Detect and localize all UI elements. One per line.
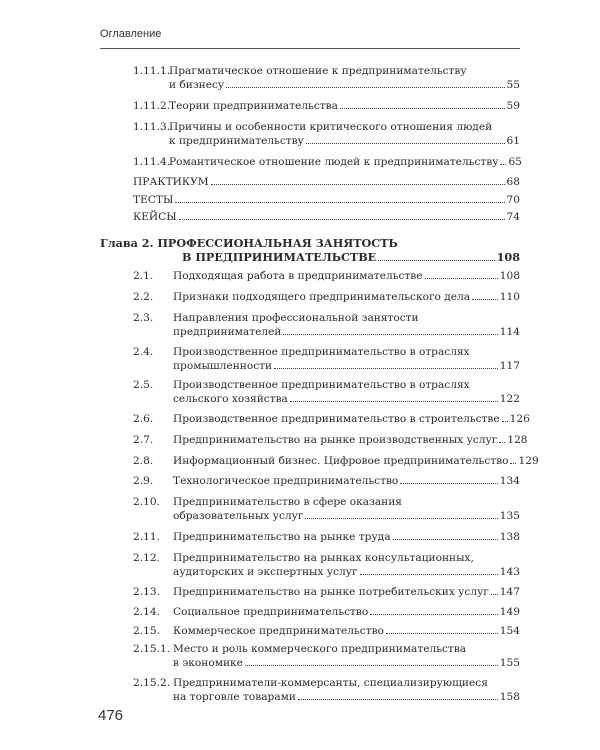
toc-entry[interactable] bbox=[133, 530, 520, 544]
toc-page-number: 154 bbox=[499, 625, 520, 637]
toc-entry-title: Причины и особенности критического отношения людей bbox=[169, 121, 493, 133]
toc-entry-number: 2.10. bbox=[133, 496, 160, 508]
toc-page-number: 138 bbox=[499, 531, 520, 543]
toc-entry[interactable] bbox=[133, 676, 520, 704]
toc-page-number: 143 bbox=[499, 566, 520, 578]
dot-leader bbox=[499, 442, 505, 443]
toc-entry-title: Социальное предпринимательство bbox=[173, 606, 369, 618]
toc-entry[interactable] bbox=[133, 99, 520, 113]
toc-entry-title-cont: на торговле товарами bbox=[173, 691, 296, 703]
toc-page-number: 135 bbox=[499, 510, 520, 522]
toc-entry[interactable] bbox=[133, 345, 520, 373]
dot-leader bbox=[175, 202, 504, 203]
dot-leader bbox=[290, 401, 498, 402]
toc-entry[interactable] bbox=[133, 454, 539, 468]
toc-page-number: 59 bbox=[506, 100, 520, 112]
dot-leader bbox=[274, 368, 498, 369]
toc-page-number: 108 bbox=[499, 270, 520, 282]
toc-page-number: 114 bbox=[499, 326, 520, 338]
toc-entry[interactable] bbox=[133, 551, 520, 579]
dot-leader bbox=[378, 260, 494, 261]
toc-entry-number: 1.11.1. bbox=[133, 65, 171, 77]
dot-leader bbox=[370, 614, 498, 615]
toc-entry-title: Предпринимательство на рынке потребительских услуг bbox=[173, 586, 489, 598]
toc-entry-number: 2.15. bbox=[133, 625, 160, 637]
toc-entry-number: 2.7. bbox=[133, 434, 154, 446]
toc-entry-number: 2.5. bbox=[133, 379, 154, 391]
toc-entry-title: Направления профессиональной занятости bbox=[173, 312, 419, 324]
dot-leader bbox=[283, 334, 497, 335]
toc-page-number: 55 bbox=[506, 79, 520, 91]
toc-page-number: 134 bbox=[499, 475, 520, 487]
toc-page-number: 147 bbox=[499, 586, 520, 598]
dot-leader bbox=[211, 184, 505, 185]
dot-leader bbox=[245, 665, 498, 666]
toc-entry[interactable] bbox=[133, 642, 520, 670]
toc-entry-title: Технологическое предпринимательство bbox=[173, 475, 399, 487]
toc-page-number: 108 bbox=[496, 250, 520, 264]
toc-entry[interactable] bbox=[133, 311, 520, 339]
toc-entry-number: 2.15.1. bbox=[133, 643, 171, 655]
toc-entry-number: 2.3. bbox=[133, 312, 154, 324]
toc-entry-title: Теории предпринимательства bbox=[169, 100, 338, 112]
toc-entry-title-cont: образовательных услуг bbox=[173, 510, 304, 522]
toc-entry-title: Подходящая работа в предпринимательстве bbox=[173, 270, 423, 282]
dot-leader bbox=[226, 87, 504, 88]
toc-page-number: 117 bbox=[499, 360, 520, 372]
toc-entry-title: Предпринимательство на рынках консультационных, bbox=[173, 552, 474, 564]
toc-entry-title: Производственное предпринимательство в строительстве bbox=[173, 413, 500, 425]
toc-entry-title: Предприниматели-коммерсанты, специализирующиеся bbox=[173, 677, 488, 689]
toc-entry-title: Признаки подходящего предпринимательского дела bbox=[173, 291, 471, 303]
dot-leader bbox=[502, 421, 508, 422]
toc-page-number: 129 bbox=[518, 455, 539, 467]
chapter-heading[interactable] bbox=[100, 236, 520, 264]
toc-entry-number: 2.14. bbox=[133, 606, 160, 618]
chapter-title: Глава 2. ПРОФЕССИОНАЛЬНАЯ ЗАНЯТОСТЬ bbox=[100, 236, 398, 250]
toc-entry[interactable] bbox=[133, 605, 520, 619]
toc-entry[interactable] bbox=[133, 624, 520, 638]
toc-page-number: 61 bbox=[506, 135, 520, 147]
toc-entry-number: 2.11. bbox=[133, 531, 160, 543]
toc-entry[interactable] bbox=[133, 412, 530, 426]
toc-entry-title: ТЕСТЫ bbox=[133, 194, 174, 206]
toc-entry-number: 2.4. bbox=[133, 346, 154, 358]
toc-entry-title: Предпринимательство в сфере оказания bbox=[173, 496, 402, 508]
toc-entry-number: 2.15.2. bbox=[133, 677, 171, 689]
dot-leader bbox=[472, 299, 498, 300]
toc-entry-number: 2.8. bbox=[133, 455, 154, 467]
toc-entry[interactable] bbox=[133, 585, 520, 599]
dot-leader bbox=[360, 574, 498, 575]
dot-leader bbox=[298, 699, 498, 700]
dot-leader bbox=[393, 539, 498, 540]
toc-page-number: 126 bbox=[509, 413, 530, 425]
toc-entry-title: Производственное предпринимательство в отраслях bbox=[173, 346, 470, 358]
toc-page-number: 149 bbox=[499, 606, 520, 618]
toc-entry[interactable] bbox=[133, 155, 520, 169]
toc-page-number: 74 bbox=[506, 211, 520, 223]
toc-entry-number: 2.6. bbox=[133, 413, 154, 425]
toc-entry-title: ПРАКТИКУМ bbox=[133, 176, 209, 188]
dot-leader bbox=[386, 633, 498, 634]
toc-entry[interactable] bbox=[133, 433, 528, 447]
toc-entry-title-cont: к предпринимательству bbox=[169, 135, 304, 147]
toc-entry-number: 2.13. bbox=[133, 586, 160, 598]
toc-entry-number: 2.12. bbox=[133, 552, 160, 564]
toc-page-number: 70 bbox=[506, 194, 520, 206]
dot-leader bbox=[425, 278, 498, 279]
page-number: 476 bbox=[98, 707, 124, 724]
dot-leader bbox=[510, 463, 516, 464]
dot-leader bbox=[179, 219, 505, 220]
toc-page-number: 158 bbox=[499, 691, 520, 703]
dot-leader bbox=[491, 594, 498, 595]
toc-entry-number: 1.11.4. bbox=[133, 156, 171, 168]
dot-leader bbox=[306, 143, 505, 144]
toc-page-number: 128 bbox=[507, 434, 528, 446]
dot-leader bbox=[400, 483, 497, 484]
dot-leader bbox=[305, 518, 497, 519]
toc-entry-title: Прагматическое отношение к предпринимательству bbox=[169, 65, 467, 77]
toc-entry-title-cont: аудиторских и экспертных услуг bbox=[173, 566, 358, 578]
toc-entry-practicum[interactable] bbox=[133, 175, 520, 189]
toc-entry-title: Предпринимательство на рынке труда bbox=[173, 531, 391, 543]
toc-entry-tests[interactable] bbox=[133, 193, 520, 207]
toc-entry-title: КЕЙСЫ bbox=[133, 211, 177, 223]
toc-entry[interactable] bbox=[133, 378, 520, 406]
toc-page-number: 65 bbox=[508, 156, 522, 168]
toc-entry-title-cont: предпринимателей bbox=[173, 326, 282, 338]
toc-entry-number: 2.1. bbox=[133, 270, 154, 282]
chapter-title-cont: В ПРЕДПРИНИМАТЕЛЬСТВЕ bbox=[182, 250, 377, 264]
running-header: Оглавление bbox=[100, 28, 162, 40]
toc-entry-number: 1.11.2. bbox=[133, 100, 171, 112]
dot-leader bbox=[340, 108, 505, 109]
toc-entry[interactable] bbox=[133, 495, 520, 523]
toc-entry-title-cont: в экономике bbox=[173, 657, 243, 669]
toc-entry-number: 2.9. bbox=[133, 475, 154, 487]
toc-entry-title-cont: сельского хозяйства bbox=[173, 393, 288, 405]
toc-entry-number: 2.2. bbox=[133, 291, 154, 303]
toc-entry-title: Производственное предпринимательство в отраслях bbox=[173, 379, 470, 391]
toc-page-number: 122 bbox=[499, 393, 520, 405]
toc-entry-cases[interactable] bbox=[133, 210, 520, 224]
header-rule bbox=[100, 48, 520, 49]
toc-entry-title: Романтическое отношение людей к предпринимательству bbox=[169, 156, 499, 168]
dot-leader bbox=[500, 164, 506, 165]
toc-entry[interactable] bbox=[133, 474, 520, 488]
toc-entry[interactable] bbox=[133, 64, 520, 92]
toc-entry-title: Коммерческое предпринимательство bbox=[173, 625, 384, 637]
toc-entry-title-cont: промышленности bbox=[173, 360, 273, 372]
toc-entry[interactable] bbox=[133, 269, 520, 283]
toc-page-number: 155 bbox=[499, 657, 520, 669]
toc-page-number: 110 bbox=[499, 291, 520, 303]
toc-entry-title: Предпринимательство на рынке производственных услуг bbox=[173, 434, 498, 446]
toc-page-number: 68 bbox=[506, 176, 520, 188]
toc-entry-title: Место и роль коммерческого предпринимательства bbox=[173, 643, 467, 655]
toc-entry-number: 1.11.3. bbox=[133, 121, 171, 133]
toc-entry-title: Информационный бизнес. Цифровое предпринимательство bbox=[173, 455, 509, 467]
toc-entry[interactable] bbox=[133, 120, 520, 148]
toc-entry[interactable] bbox=[133, 290, 520, 304]
toc-entry-title-cont: и бизнесу bbox=[169, 79, 225, 91]
